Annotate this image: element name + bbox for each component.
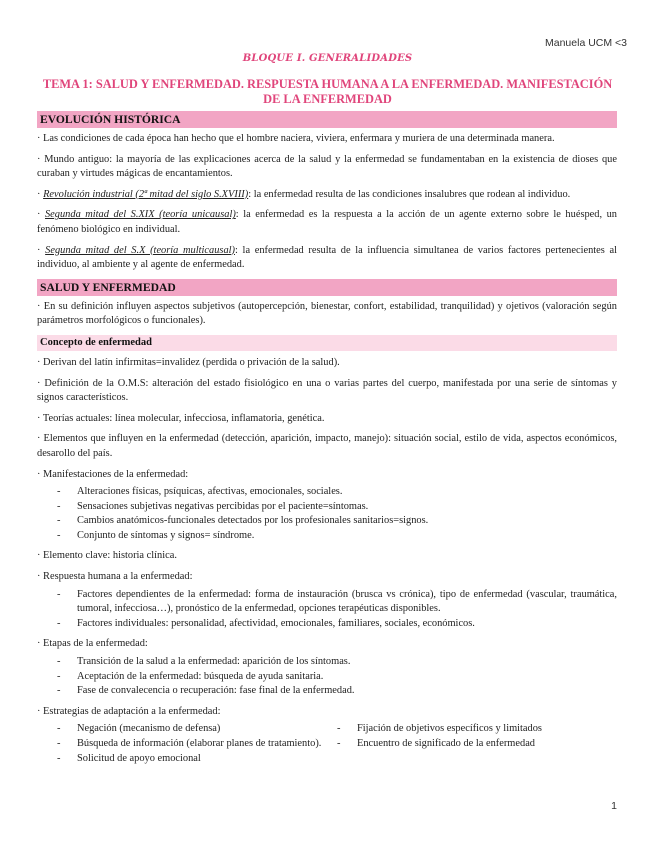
- list-item: - Solicitud de apoyo emocional: [57, 752, 337, 767]
- document-body: [37, 111, 617, 766]
- section-heading-evolucion: EVOLUCIÓN HISTÓRICA: [37, 111, 617, 128]
- list-label: · Respuesta humana a la enfermedad:: [37, 571, 193, 583]
- list-item: - Aceptación de la enfermedad: búsqueda de ayuda sanitaria.: [57, 670, 617, 685]
- paragraph: · Segunda mitad del S.X (teoría multicausal): la enfermedad resulta de la influencia simultanea de varios factores pertenecientes al individuo, al ambiente y al agente de enfermedad.: [37, 244, 617, 271]
- paragraph: · Derivan del latín infirmitas=invalidez (perdida o privación de la salud).: [37, 356, 340, 368]
- paragraph: · Las condiciones de cada época han hecho que el hombre naciera, viviera, enfermara y muriera de una determinada manera.: [37, 133, 555, 144]
- list-label: · Manifestaciones de la enfermedad:: [37, 468, 189, 480]
- list-item: - Búsqueda de información (elaborar planes de tratamiento).: [57, 737, 337, 752]
- list-item: - Fase de convalecencia o recuperación: fase final de la enfermedad.: [57, 684, 617, 699]
- paragraph: · Elemento clave: historia clínica.: [37, 550, 177, 562]
- paragraph: · Segunda mitad del S.XIX (teoría unicausal): la enfermedad es la respuesta a la acción de un agente externo sobre le huésped, un fenómeno biológico en individual.: [37, 209, 617, 235]
- paragraph: · Definición de la O.M.S: alteración del estado fisiológico en una o varias partes del cuerpo, manifestada por una serie de síntomas y signos característicos.: [37, 377, 617, 404]
- estrategias-columns: [37, 722, 617, 766]
- list-item: - Conjunto de síntomas y signos= síndrome.: [57, 529, 617, 544]
- list-item: - Sensaciones subjetivas negativas percibidas por el paciente=síntomas.: [57, 500, 617, 515]
- estrategias-left-column: [57, 722, 337, 766]
- emphasis-text: Segunda mitad del S.XIX (teoría unicausal): [44, 209, 236, 221]
- paragraph: · Revolución industrial (2ª mitad del siglo S.XVIII): la enfermedad resulta de las condiciones insalubres que rodean al individuo.: [37, 188, 571, 200]
- page-header-author: Manuela UCM <3: [545, 37, 627, 49]
- paragraph-text: : la enfermedad resulta de las condiciones insalubres que rodean al individuo.: [248, 188, 571, 200]
- emphasis-text: Revolución industrial (2ª mitad del siglo S.XVIII): [43, 188, 249, 200]
- paragraph: · Elementos que influyen en la enfermedad (detección, aparición, impacto, manejo): situación social, estilo de vida, aspectos económicos, desarollo del país.: [37, 433, 617, 459]
- paragraph-text: : la enfermedad resulta de la influencia simultanea de varios factores pertenecientes al individuo, al ambiente y al agente de enfermedad.: [37, 244, 617, 271]
- bloque-title: BLOQUE I. GENERALIDADES: [242, 53, 413, 64]
- estrategias-list-right: [337, 722, 617, 751]
- page-number: 1: [611, 800, 617, 812]
- etapas-list: [37, 655, 617, 699]
- paragraph: · En su definición influyen aspectos subjetivos (autopercepción, bienestar, confort, estabilidad, tranquilidad) y ojetivos (valoración según parámetros morfológicos o funcionales).: [37, 300, 617, 327]
- list-label: · Estrategias de adaptación a la enfermedad:: [37, 705, 221, 717]
- tema-title: TEMA 1: SALUD Y ENFERMEDAD. RESPUESTA HUMANA A LA ENFERMEDAD. MANIFESTACIÓN DE LA ENFERMEDAD: [42, 77, 613, 106]
- list-item: - Cambios anatómicos-funcionales detectados por los profesionales sanitarios=signos.: [57, 514, 617, 529]
- list-item: - Transición de la salud a la enfermedad: aparición de los síntomas.: [57, 655, 617, 670]
- paragraph-text: : la enfermedad es la respuesta a la acción de un agente externo sobre le huésped, un fenómeno biológico en individual.: [37, 209, 617, 235]
- list-item: - Factores individuales: personalidad, afectividad, emocionales, familiares, sociales, económicos.: [57, 617, 617, 632]
- estrategias-right-column: [337, 722, 617, 766]
- list-item: - Negación (mecanismo de defensa): [57, 722, 337, 737]
- list-item: - Encuentro de significado de la enfermedad: [337, 737, 617, 752]
- list-item: - Fijación de objetivos específicos y limitados: [337, 722, 617, 737]
- subsection-heading-concepto: Concepto de enfermedad: [37, 335, 617, 351]
- estrategias-list-left: [57, 722, 337, 766]
- paragraph: · Teorías actuales: línea molecular, infecciosa, inflamatoria, genética.: [37, 412, 325, 424]
- paragraph: · Mundo antiguo: la mayoría de las explicaciones acerca de la salud y la enfermedad se fundamentaban en la existencia de dioses que curaban y virtudes mágicas de encantamientos.: [37, 153, 617, 180]
- section-heading-salud: SALUD Y ENFERMEDAD: [37, 279, 617, 296]
- emphasis-text: Segunda mitad del S.X (teoría multicausal): [45, 244, 235, 256]
- manifestaciones-list: [37, 485, 617, 543]
- respuesta-list: [37, 588, 617, 632]
- list-item: - Alteraciones físicas, psíquicas, afectivas, emocionales, sociales.: [57, 485, 617, 500]
- list-label: · Etapas de la enfermedad:: [37, 638, 148, 650]
- list-item: - Factores dependientes de la enfermedad: forma de instauración (brusca vs crónica), tipo de enfermedad (vascular, traumática, tumoral, infecciosa…), pronóstico de la enfermedad, opciones terapéuticas disponibles.: [57, 588, 617, 617]
